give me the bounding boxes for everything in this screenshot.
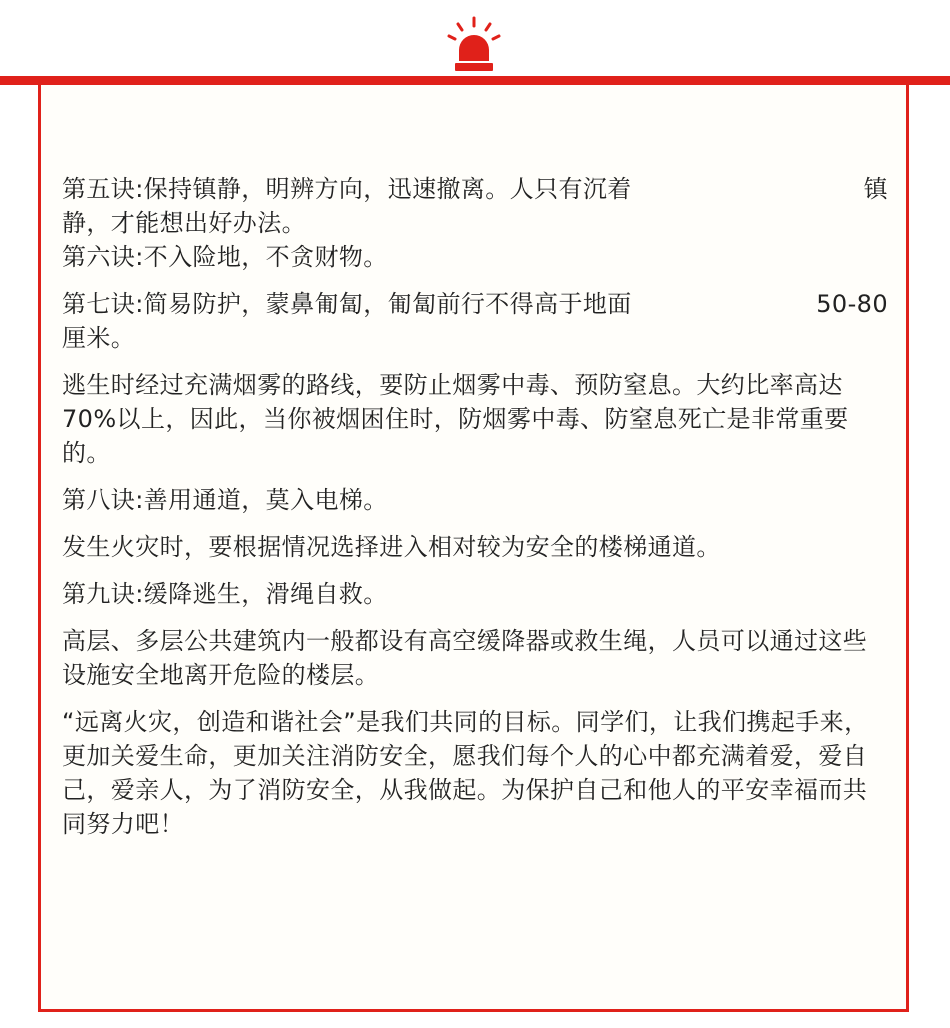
tip-five-line-2: 静，才能想出好办法。 [62,209,306,237]
escape-device-paragraph: 高层、多层公共建筑内一般都设有高空缓降器或救生绳，人员可以通过这些设施安全地离开危险的楼层。 [62,627,868,689]
smoke-paragraph: 逃生时经过充满烟雾的路线，要防止烟雾中毒、预防窒息。大约比率高达 70%以上，因此，当你被烟困住时，防烟雾中毒、防窒息死亡是非常重要的。 [62,371,868,467]
tip-five [62,172,888,240]
closing-paragraph: “远离火灾，创造和谐社会”是我们共同的目标。同学们，让我们携起手来，更加关爱生命，更加关注消防安全，愿我们每个人的心中都充满着爱，爱自己，爱亲人，为了消防安全，从我做起。为保护自己和他人的平安幸福而共同努力吧！ [62,708,869,838]
stairway-paragraph: 发生火灾时，要根据情况选择进入相对较为安全的楼梯通道。 [62,533,721,561]
header-red-bar [0,76,950,85]
tip-nine: 第九诀:缓降逃生，滑绳自救。 [62,580,388,608]
tip-six: 第六诀:不入险地，不贪财物。 [62,243,388,271]
article-body [62,172,888,854]
tip-seven-line-2: 厘米。 [62,324,136,352]
tip-five-text: 第五诀:保持镇静，明辨方向，迅速撤离。人只有沉着 [62,175,632,203]
tip-seven-text: 第七诀:简易防护，蒙鼻匍匐，匍匐前行不得高于地面 [62,290,632,318]
tip-eight: 第八诀:善用通道，莫入电梯。 [62,486,388,514]
tip-seven-line-end: 50-80 [816,290,888,318]
alarm-siren-icon [443,16,505,74]
tip-five-line-end: 镇 [863,175,888,203]
tip-five-line-1 [62,172,888,206]
tip-seven-line-1 [62,287,888,321]
tip-seven [62,287,888,355]
